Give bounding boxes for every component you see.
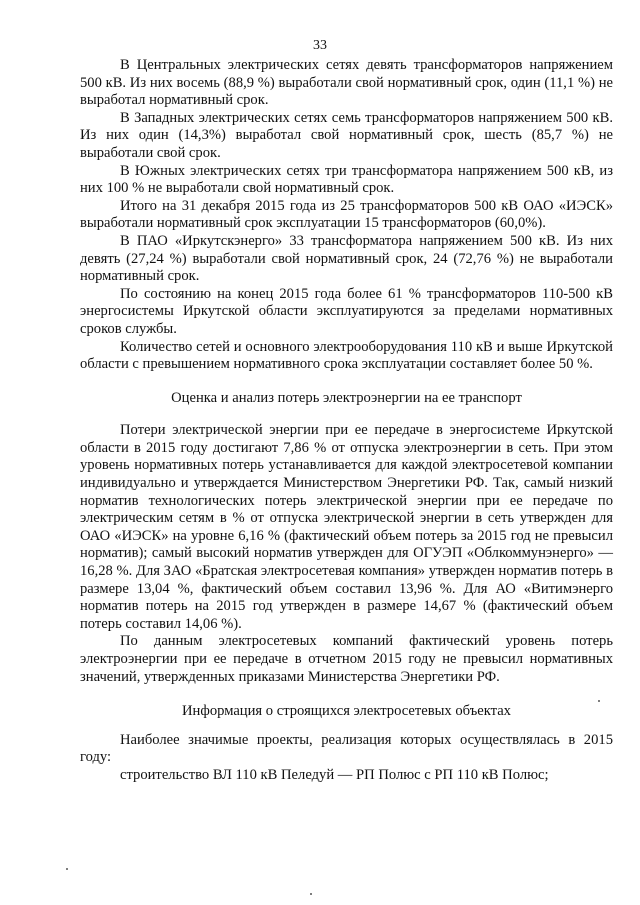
paragraph-southern-networks: В Южных электрических сетях три трансформатора напряжением 500 кВ, из них 100 % не выработали свой нормативный срок.: [80, 162, 613, 197]
scan-speck: [310, 893, 312, 895]
paragraph-key-projects: Наиболее значимые проекты, реализация которых осуществлялась в 2015 году:: [80, 731, 613, 766]
paragraph-equipment-over-limit: Количество сетей и основного электрооборудования 110 кВ и выше Иркутской области с превышением нормативного срока эксплуатации составляет более 50 %.: [80, 338, 613, 373]
paragraph-central-networks: В Центральных электрических сетях девять трансформаторов напряжением 500 кВ. Из них восемь (88,9 %) выработали свой нормативный срок, один (11,1 %) не выработал нормативный срок.: [80, 57, 613, 109]
paragraph-western-networks: В Западных электрических сетях семь трансформаторов напряжением 500 кВ. Из них один (14,3%) выработал свой нормативный срок, шесть (85,7 %) не выработали свой срок.: [80, 109, 613, 161]
heading-loss-analysis: Оценка и анализ потерь электроэнергии на ее транспорт: [171, 389, 522, 406]
paragraph-irkutskenergo: В ПАО «Иркутскэнерго» 33 трансформатора напряжением 500 кВ. Из них девять (27,24 %) выработали свой нормативный срок, 24 (72,76 %) не выработали нормативный срок.: [80, 232, 613, 285]
paragraph-loss-levels: Потери электрической энергии при ее передаче в энергосистеме Иркутской области в 2015 году достигают 7,86 % от отпуска электроэнергии в сеть. При этом уровень нормативных потерь устанавливается для каждой электросетевой компании индивидуально и утверждается Министерством Энергетики РФ. Так, самый низкий норматив технологических потерь электрической энергии при ее передаче по электрическим сетям в % от отпуска электрической энергии в сеть утвержден для ОАО «ИЭСК» на уровне 6,16 % (фактический объем потерь за 2015 год не превысил норматив); самый высокий норматив утвержден для ОГУЭП «Облкоммунэнерго» — 16,28 %. Для ЗАО «Братская электросетевая компания» утвержден норматив потерь в размере 13,04 %, фактический объем составил 13,96 %. Для АО «Витимэнерго норматив потерь на 2015 год утвержден в размере 14,67 % (фактический объем потерь составил 14,06 %).: [80, 422, 613, 632]
scan-speck: [598, 700, 600, 702]
page-number: 33: [313, 38, 327, 53]
scan-speck: [66, 868, 68, 870]
paragraph-project-item: строительство ВЛ 110 кВ Пеледуй — РП Полюс с РП 110 кВ Полюс;: [120, 766, 549, 783]
paragraph-loss-compliance: По данным электросетевых компаний фактический уровень потерь электроэнергии при ее передаче в отчетном 2015 году не превысил нормативных значений, утвержденных приказами Министерства Энергетики РФ.: [80, 633, 613, 685]
heading-construction-info: Информация о строящихся электросетевых объектах: [182, 703, 511, 720]
paragraph-iesk-total: Итого на 31 декабря 2015 года из 25 трансформаторов 500 кВ ОАО «ИЭСК» выработали нормативный срок эксплуатации 15 трансформаторов (60,0%).: [80, 197, 613, 232]
page-body: [80, 57, 613, 785]
paragraph-transformers-over-limit: По состоянию на конец 2015 года более 61 % трансформаторов 110-500 кВ энергосистемы Иркутской области эксплуатируются за пределами нормативных сроков службы.: [80, 285, 613, 337]
